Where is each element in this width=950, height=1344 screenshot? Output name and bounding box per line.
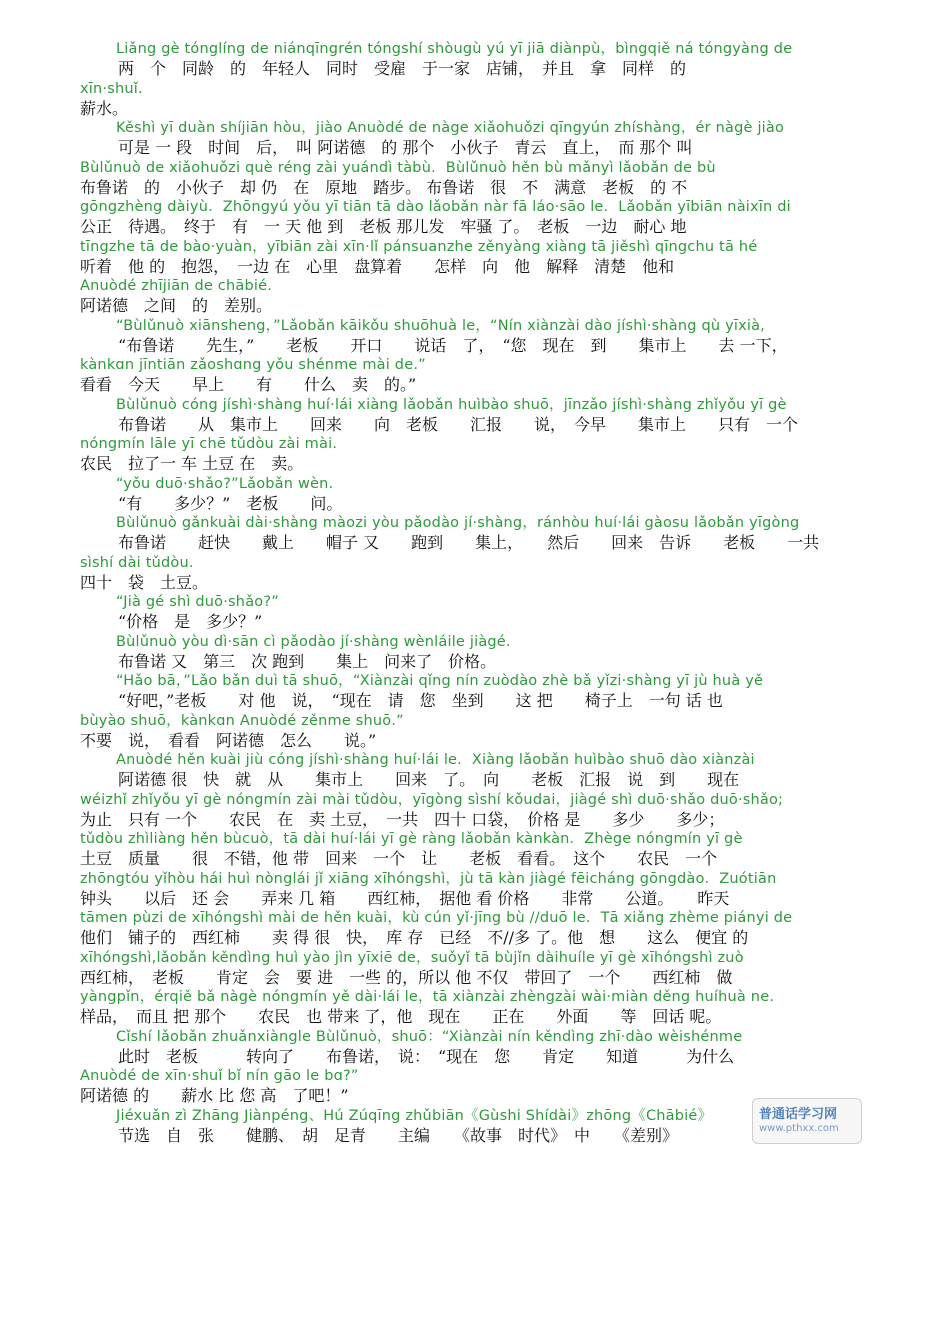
line-pair xyxy=(80,475,870,515)
hanzi-line: 节选 自 张 健鹏、 胡 足青 主编 《故事 时代》 中 《差别》 xyxy=(118,1125,679,1145)
hanzi-line: 布鲁诺 又 第三 次 跑到 集上 问来了 价格。 xyxy=(118,651,497,671)
pinyin-line: Cǐshí lǎobǎn zhuǎnxiàngle Bùlǔnuò，shuō：“Xiànzài nín kěndìng zhī·dào wèishénme xyxy=(116,1028,743,1045)
line-pair xyxy=(80,238,870,278)
passage xyxy=(80,40,870,1146)
hanzi-line: 钟头 以后 还 会 弄来 几 箱 西红柿， 据他 看 价格 非常 公道。 昨天 xyxy=(80,888,730,908)
pinyin-line: wéizhǐ zhǐyǒu yī gè nóngmín zài mài tǔdòu，yīgòng sìshí kǒudai，jiàgé shì duō·shǎo duō·shǎo; xyxy=(80,791,784,808)
pinyin-line: Anuòdé hěn kuài jiù cóng jíshì·shàng huí·lái le．Xiàng lǎobǎn huìbào shuō dào xiànzài xyxy=(116,752,755,768)
line-pair xyxy=(80,514,870,554)
hanzi-line: 为止 只有 一个 农民 在 卖 土豆， 一共 四十 口袋， 价格 是 多少 多少； xyxy=(80,809,725,829)
hanzi-line: 他们 铺子的 西红柿 卖 得 很 快， 库 存 已经 不//多 了。他 想 这么 便宜 的 xyxy=(80,928,749,947)
hanzi-line: 布鲁诺 赶快 戴上 帽子 又 跑到 集上， 然后 回来 告诉 老板 一共 xyxy=(118,533,820,552)
hanzi-line: 薪水。 xyxy=(80,98,129,118)
line-pair xyxy=(80,317,870,357)
line-pair xyxy=(80,672,870,712)
pinyin-line: “Hǎo bā，”Lǎo bǎn duì tā shuō，“Xiànzài qǐng nín zuòdào zhè bǎ yǐzi·shàng yī jù huà yě xyxy=(116,673,764,689)
pinyin-line: Anuòdé zhījiān de chābié. xyxy=(80,278,273,294)
hanzi-line: 布鲁诺 的 小伙子 却 仍 在 原地 踏步。 布鲁诺 很 不 满意 老板 的 不 xyxy=(80,177,688,197)
pinyin-line: “Bùlǔnuò xiānsheng，”Lǎobǎn kāikǒu shuōhuà le，“Nín xiànzài dào jíshì·shàng qù yīxià, xyxy=(116,317,765,334)
line-pair xyxy=(80,830,870,870)
pinyin-line: tīngzhe tā de bào·yuàn，yībiān zài xīn·lǐ pánsuanzhe zěnyàng xiàng tā jiěshì qīngchu tā hé xyxy=(80,238,758,255)
watermark-url: www.pthxx.com xyxy=(759,1123,839,1134)
hanzi-line: 两 个 同龄 的 年轻人 同时 受雇 于一家 店铺， 并且 拿 同样 的 xyxy=(118,59,687,78)
site-watermark xyxy=(752,1098,862,1144)
line-pair xyxy=(80,356,870,396)
pinyin-line: Jiéxuǎn zì Zhāng Jiànpéng、Hú Zúqīng zhǔbiān《Gùshi Shídài》zhōng《Chābié》 xyxy=(116,1107,713,1124)
pinyin-line: bùyào shuō，kànkɑn Anuòdé zěnme shuō.” xyxy=(80,712,404,729)
hanzi-line: 布鲁诺 从 集市上 回来 向 老板 汇报 说， 今早 集市上 只有 一个 xyxy=(118,414,799,434)
line-pair xyxy=(80,909,870,949)
line-pair xyxy=(80,277,870,317)
pinyin-line: “yǒu duō·shǎo?”Lǎobǎn wèn. xyxy=(116,475,334,492)
line-pair xyxy=(80,633,870,673)
line-pair xyxy=(80,870,870,910)
pinyin-line: Bùlǔnuò gǎnkuài dài·shàng màozi yòu pǎodào jí·shàng，ránhòu huí·lái gàosu lǎobǎn yīgòng xyxy=(116,515,800,531)
pinyin-line: kànkɑn jīntiān zǎoshɑng yǒu shénme mài de.” xyxy=(80,357,426,373)
watermark-title: 普通话学习网 xyxy=(759,1107,838,1122)
hanzi-line: 阿诺德 很 快 就 从 集市上 回来 了。 向 老板 汇报 说 到 现在 xyxy=(118,770,740,789)
line-pair xyxy=(80,593,870,633)
line-pair xyxy=(80,80,870,120)
line-pair xyxy=(80,198,870,238)
pinyin-line: Kěshì yī duàn shíjiān hòu，jiào Anuòdé de nàge xiǎohuǒzi qīngyún zhíshàng，ér nàgè jiào xyxy=(116,120,785,136)
line-pair xyxy=(80,949,870,989)
hanzi-line: 不要 说， 看看 阿诺德 怎么 说。” xyxy=(80,730,377,750)
hanzi-line: “好吧，”老板 对 他 说， “现在 请 您 坐到 这 把 椅子上 一句 话 也 xyxy=(118,691,723,710)
hanzi-line: 四十 袋 土豆。 xyxy=(80,572,209,592)
line-pair xyxy=(80,751,870,791)
hanzi-line: 可是 一 段 时间 后， 叫 阿诺德 的 那个 小伙子 青云 直上， 而 那个 叫 xyxy=(118,138,693,157)
pinyin-line: xīn·shuǐ. xyxy=(80,80,143,97)
line-pair xyxy=(80,119,870,159)
line-pair xyxy=(80,1028,870,1068)
hanzi-line: 农民 拉了一 车 土豆 在 卖。 xyxy=(80,454,304,473)
pinyin-line: Anuòdé de xīn·shuǐ bǐ nín gāo le bɑ?” xyxy=(80,1068,359,1084)
hanzi-line: 阿诺德 之间 的 差别。 xyxy=(80,296,273,315)
pinyin-line: yàngpǐn，érqiě bǎ nàgè nóngmín yě dài·lái le，tā xiànzài zhèngzài wài·miàn děng huíhuà ne. xyxy=(80,989,775,1005)
hanzi-line: “有 多少？” 老板 问。 xyxy=(118,493,343,513)
pinyin-line: gōngzhèng dàiyù．Zhōngyú yǒu yī tiān tā dào lǎobǎn nàr fā láo·sāo le．Lǎobǎn yībiān nàixīn di xyxy=(80,199,791,215)
pinyin-line: zhōngtóu yǐhòu hái huì nònglái jǐ xiāng xīhóngshì，jù tā kàn jiàgé fēicháng gōngdào．Zuótiān xyxy=(80,870,777,887)
hanzi-line: 样品， 而且 把 那个 农民 也 带来 了，他 现在 正在 外面 等 回话 呢。 xyxy=(80,1007,722,1026)
pinyin-line: sìshí dài tǔdòu. xyxy=(80,554,194,571)
line-pair xyxy=(80,396,870,436)
line-pair xyxy=(80,712,870,752)
pinyin-line: nóngmín lāle yī chē tǔdòu zài mài. xyxy=(80,436,338,452)
pinyin-line: tǔdòu zhìliàng hěn bùcuò，tā dài huí·lái yī gè ràng lǎobǎn kànkàn．Zhège nóngmín yī gè xyxy=(80,831,743,847)
line-pair xyxy=(80,791,870,831)
pinyin-line: xīhóngshì,lǎobǎn kěndìng huì yào jìn yīxiē de，suǒyǐ tā bùjǐn dàihuíle yī gè xīhóngshì zuò xyxy=(80,949,744,966)
pinyin-line: Bùlǔnuò de xiǎohuǒzi què réng zài yuándì tàbù．Bùlǔnuò hěn bù mǎnyì lǎobǎn de bù xyxy=(80,159,716,176)
hanzi-line: “布鲁诺 先生，” 老板 开口 说话 了， “您 现在 到 集市上 去 一下， xyxy=(118,335,788,355)
hanzi-line: 土豆 质量 很 不错，他 带 回来 一个 让 老板 看看。 这个 农民 一个 xyxy=(80,849,718,868)
hanzi-line: 公正 待遇。 终于 有 一 天 他 到 老板 那儿发 牢骚 了。 老板 一边 耐心 地 xyxy=(80,217,687,236)
line-pair xyxy=(80,159,870,199)
hanzi-line: 此时 老板 转向了 布鲁诺， 说： “现在 您 肯定 知道 为什么 xyxy=(118,1046,735,1066)
hanzi-line: “价格 是 多少？” xyxy=(118,612,263,631)
line-pair xyxy=(80,435,870,475)
line-pair xyxy=(80,40,870,80)
hanzi-line: 西红柿， 老板 肯定 会 要 进 一些 的，所以 他 不仅 带回了 一个 西红柿 做 xyxy=(80,967,733,987)
hanzi-line: 阿诺德 的 薪水 比 您 高 了吧！” xyxy=(80,1086,349,1105)
pinyin-line: Bùlǔnuò cóng jíshì·shàng huí·lái xiàng lǎobǎn huìbào shuō，jīnzǎo jíshì·shàng zhǐyǒu yī gè xyxy=(116,396,787,413)
line-pair xyxy=(80,1067,870,1107)
pinyin-line: tāmen pùzi de xīhóngshì mài de hěn kuài，kù cún yǐ·jīng bù //duō le．Tā xiǎng zhème piányi de xyxy=(80,910,793,926)
line-pair xyxy=(80,554,870,594)
line-pair xyxy=(80,988,870,1028)
hanzi-line: 听着 他 的 抱怨， 一边 在 心里 盘算着 怎样 向 他 解释 清楚 他和 xyxy=(80,256,675,276)
pinyin-line: “Jià gé shì duō·shǎo?” xyxy=(116,594,279,610)
pinyin-line: Bùlǔnuò yòu dì·sān cì pǎodào jí·shàng wènláile jiàgé. xyxy=(116,633,511,650)
hanzi-line: 看看 今天 早上 有 什么 卖 的。” xyxy=(80,375,417,394)
pinyin-line: Liǎng gè tónglíng de niánqīngrén tóngshí shòugù yú yī jiā diànpù，bìngqiě ná tóngyàng de xyxy=(116,41,793,57)
